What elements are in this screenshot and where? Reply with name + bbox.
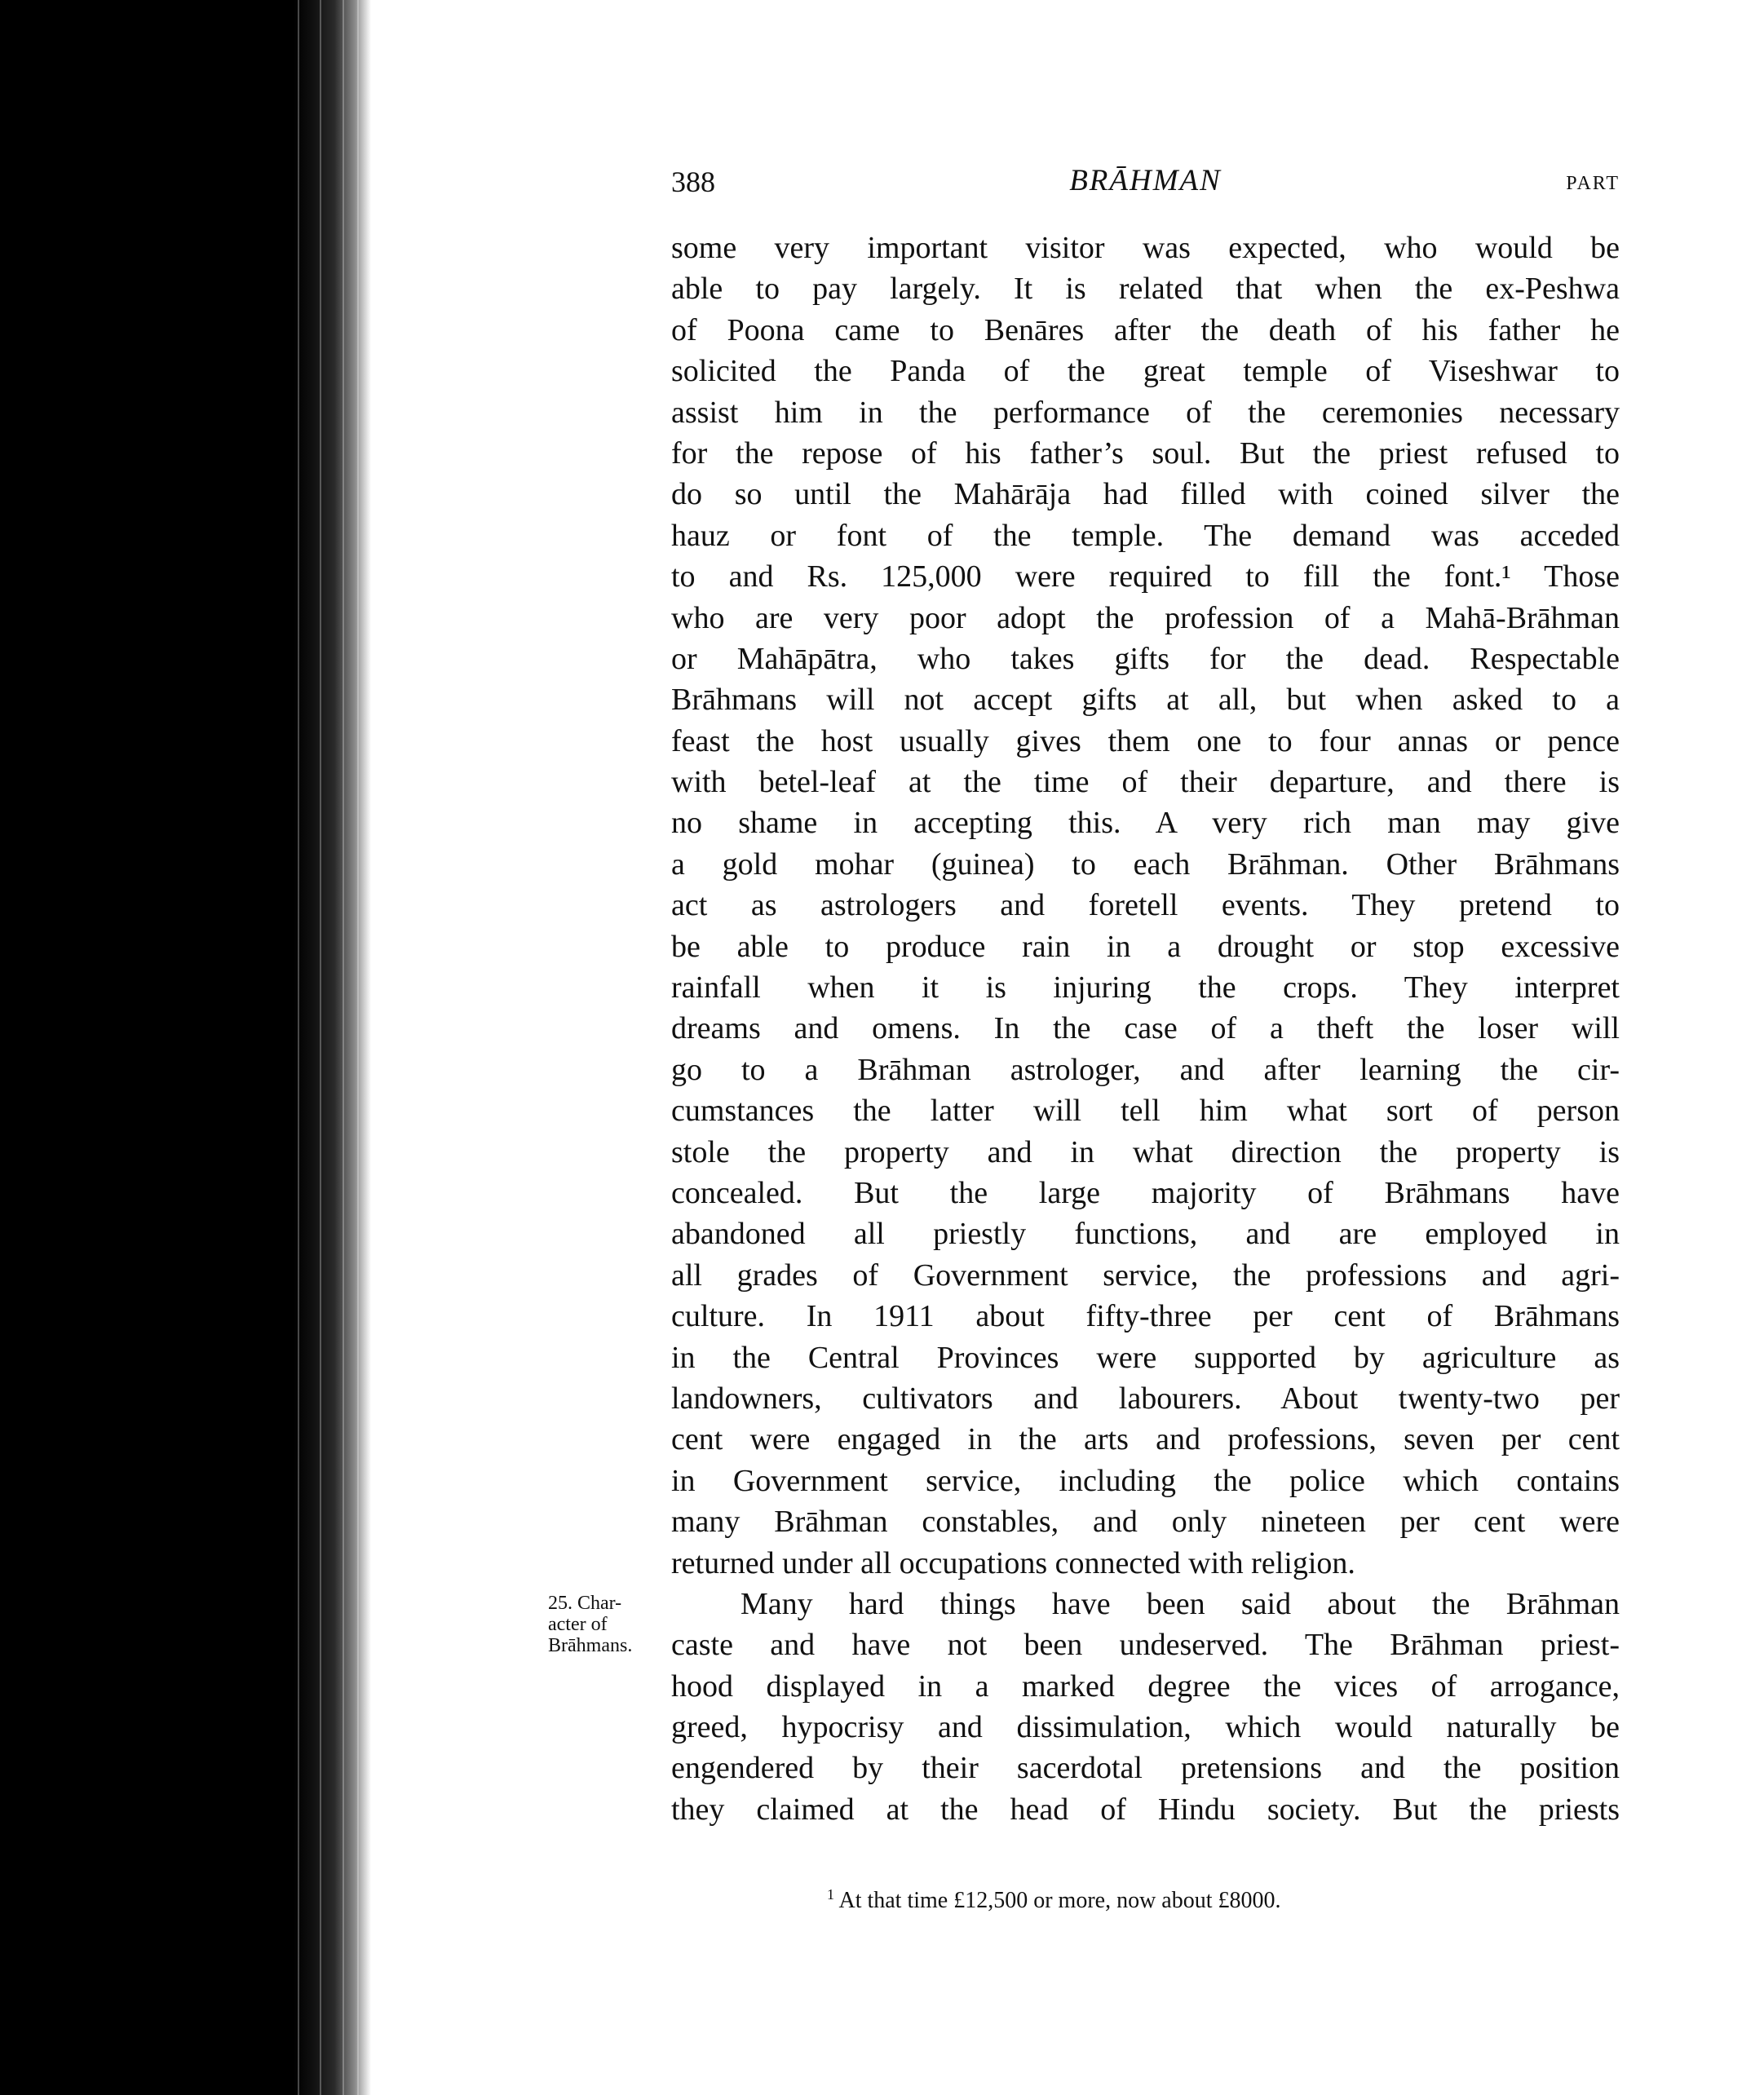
gutter-scan-line xyxy=(343,0,344,2095)
scanned-book-gutter xyxy=(0,0,371,2095)
text-line: dreams and omens. In the case of a theft the loser will xyxy=(671,1011,1620,1046)
text-line: hood displayed in a marked degree the vices of arrogance, xyxy=(671,1668,1620,1704)
text-line: who are very poor adopt the profession of a Mahā-Brāhman xyxy=(671,600,1620,635)
gutter-scan-line xyxy=(320,0,321,2095)
text-line: greed, hypocrisy and dissimulation, which would naturally be xyxy=(671,1710,1620,1745)
text-line: concealed. But the large majority of Brāhmans have xyxy=(671,1175,1620,1210)
text-line: caste and have not been undeserved. The Brāhman priest- xyxy=(671,1628,1620,1663)
text-line: assist him in the performance of the ceremonies necessary xyxy=(671,395,1620,430)
text-line: or Mahāpātra, who takes gifts for the dead. Respectable xyxy=(671,641,1620,676)
footnote-text: At that time £12,500 or more, now about £8000. xyxy=(838,1888,1281,1913)
text-line: do so until the Mahārāja had filled with coined silver the xyxy=(671,477,1620,512)
margin-note-line: 25. Char- xyxy=(548,1593,622,1614)
page-number: 388 xyxy=(671,166,715,198)
text-line: for the repose of his father’s soul. But the priest refused to xyxy=(671,435,1620,471)
text-line: to and Rs. 125,000 were required to fill the font.¹ Those xyxy=(671,559,1620,594)
body-text xyxy=(671,228,1620,1830)
text-line: act as astrologers and foretell events. They pretend to xyxy=(671,888,1620,923)
text-line: engendered by their sacerdotal pretensions and the position xyxy=(671,1751,1620,1786)
text-line: culture. In 1911 about fifty-three per cent of Brāhmans xyxy=(671,1299,1620,1334)
text-line: of Poona came to Benāres after the death of his father he xyxy=(671,312,1620,347)
text-line: a gold mohar (guinea) to each Brāhman. Other Brāhmans xyxy=(671,846,1620,882)
text-line: cent were engaged in the arts and professions, seven per cent xyxy=(671,1422,1620,1457)
text-line: hauz or font of the temple. The demand was acceded xyxy=(671,518,1620,553)
text-line: be able to produce rain in a drought or stop excessive xyxy=(671,929,1620,964)
text-line: in the Central Provinces were supported by agriculture as xyxy=(671,1340,1620,1375)
text-line: cumstances the latter will tell him what sort of person xyxy=(671,1094,1620,1129)
footnote xyxy=(827,1886,1561,1915)
text-line: landowners, cultivators and labourers. About twenty-two per xyxy=(671,1381,1620,1416)
text-line: feast the host usually gives them one to four annas or pence xyxy=(671,723,1620,758)
text-line: no shame in accepting this. A very rich man may give xyxy=(671,806,1620,841)
text-line: Many hard things have been said about the Brāhman xyxy=(741,1586,1620,1621)
text-line: solicited the Panda of the great temple of Viseshwar to xyxy=(671,354,1620,389)
text-line: some very important visitor was expected, who would be xyxy=(671,231,1620,265)
page-title: BRĀHMAN xyxy=(1069,164,1222,197)
text-line: able to pay largely. It is related that when the ex-Peshwa xyxy=(671,272,1620,307)
text-line: many Brāhman constables, and only nineteen per cent were xyxy=(671,1505,1620,1540)
text-line: Brāhmans will not accept gifts at all, but when asked to a xyxy=(671,683,1620,718)
text-line: returned under all occupations connected with religion. xyxy=(671,1545,1355,1580)
margin-note-line: acter of xyxy=(548,1614,608,1635)
text-line: abandoned all priestly functions, and are employed in xyxy=(671,1217,1620,1252)
margin-note-line: Brāhmans. xyxy=(548,1635,633,1656)
part-label: PART xyxy=(1566,173,1620,194)
text-line: stole the property and in what direction the property is xyxy=(671,1134,1620,1169)
text-line: in Government service, including the police which contains xyxy=(671,1463,1620,1498)
running-head xyxy=(671,166,1620,214)
margin-note xyxy=(548,1593,666,1656)
text-line: rainfall when it is injuring the crops. They interpret xyxy=(671,970,1620,1006)
text-line: go to a Brāhman astrologer, and after learning the cir- xyxy=(671,1052,1620,1087)
gutter-scan-line xyxy=(298,0,299,2095)
gutter-scan-line xyxy=(357,0,359,2095)
text-line: with betel-leaf at the time of their departure, and there is xyxy=(671,765,1620,800)
footnote-marker: 1 xyxy=(827,1886,834,1903)
text-line: they claimed at the head of Hindu society. But the priests xyxy=(671,1792,1620,1827)
text-line: all grades of Government service, the professions and agri- xyxy=(671,1257,1620,1293)
